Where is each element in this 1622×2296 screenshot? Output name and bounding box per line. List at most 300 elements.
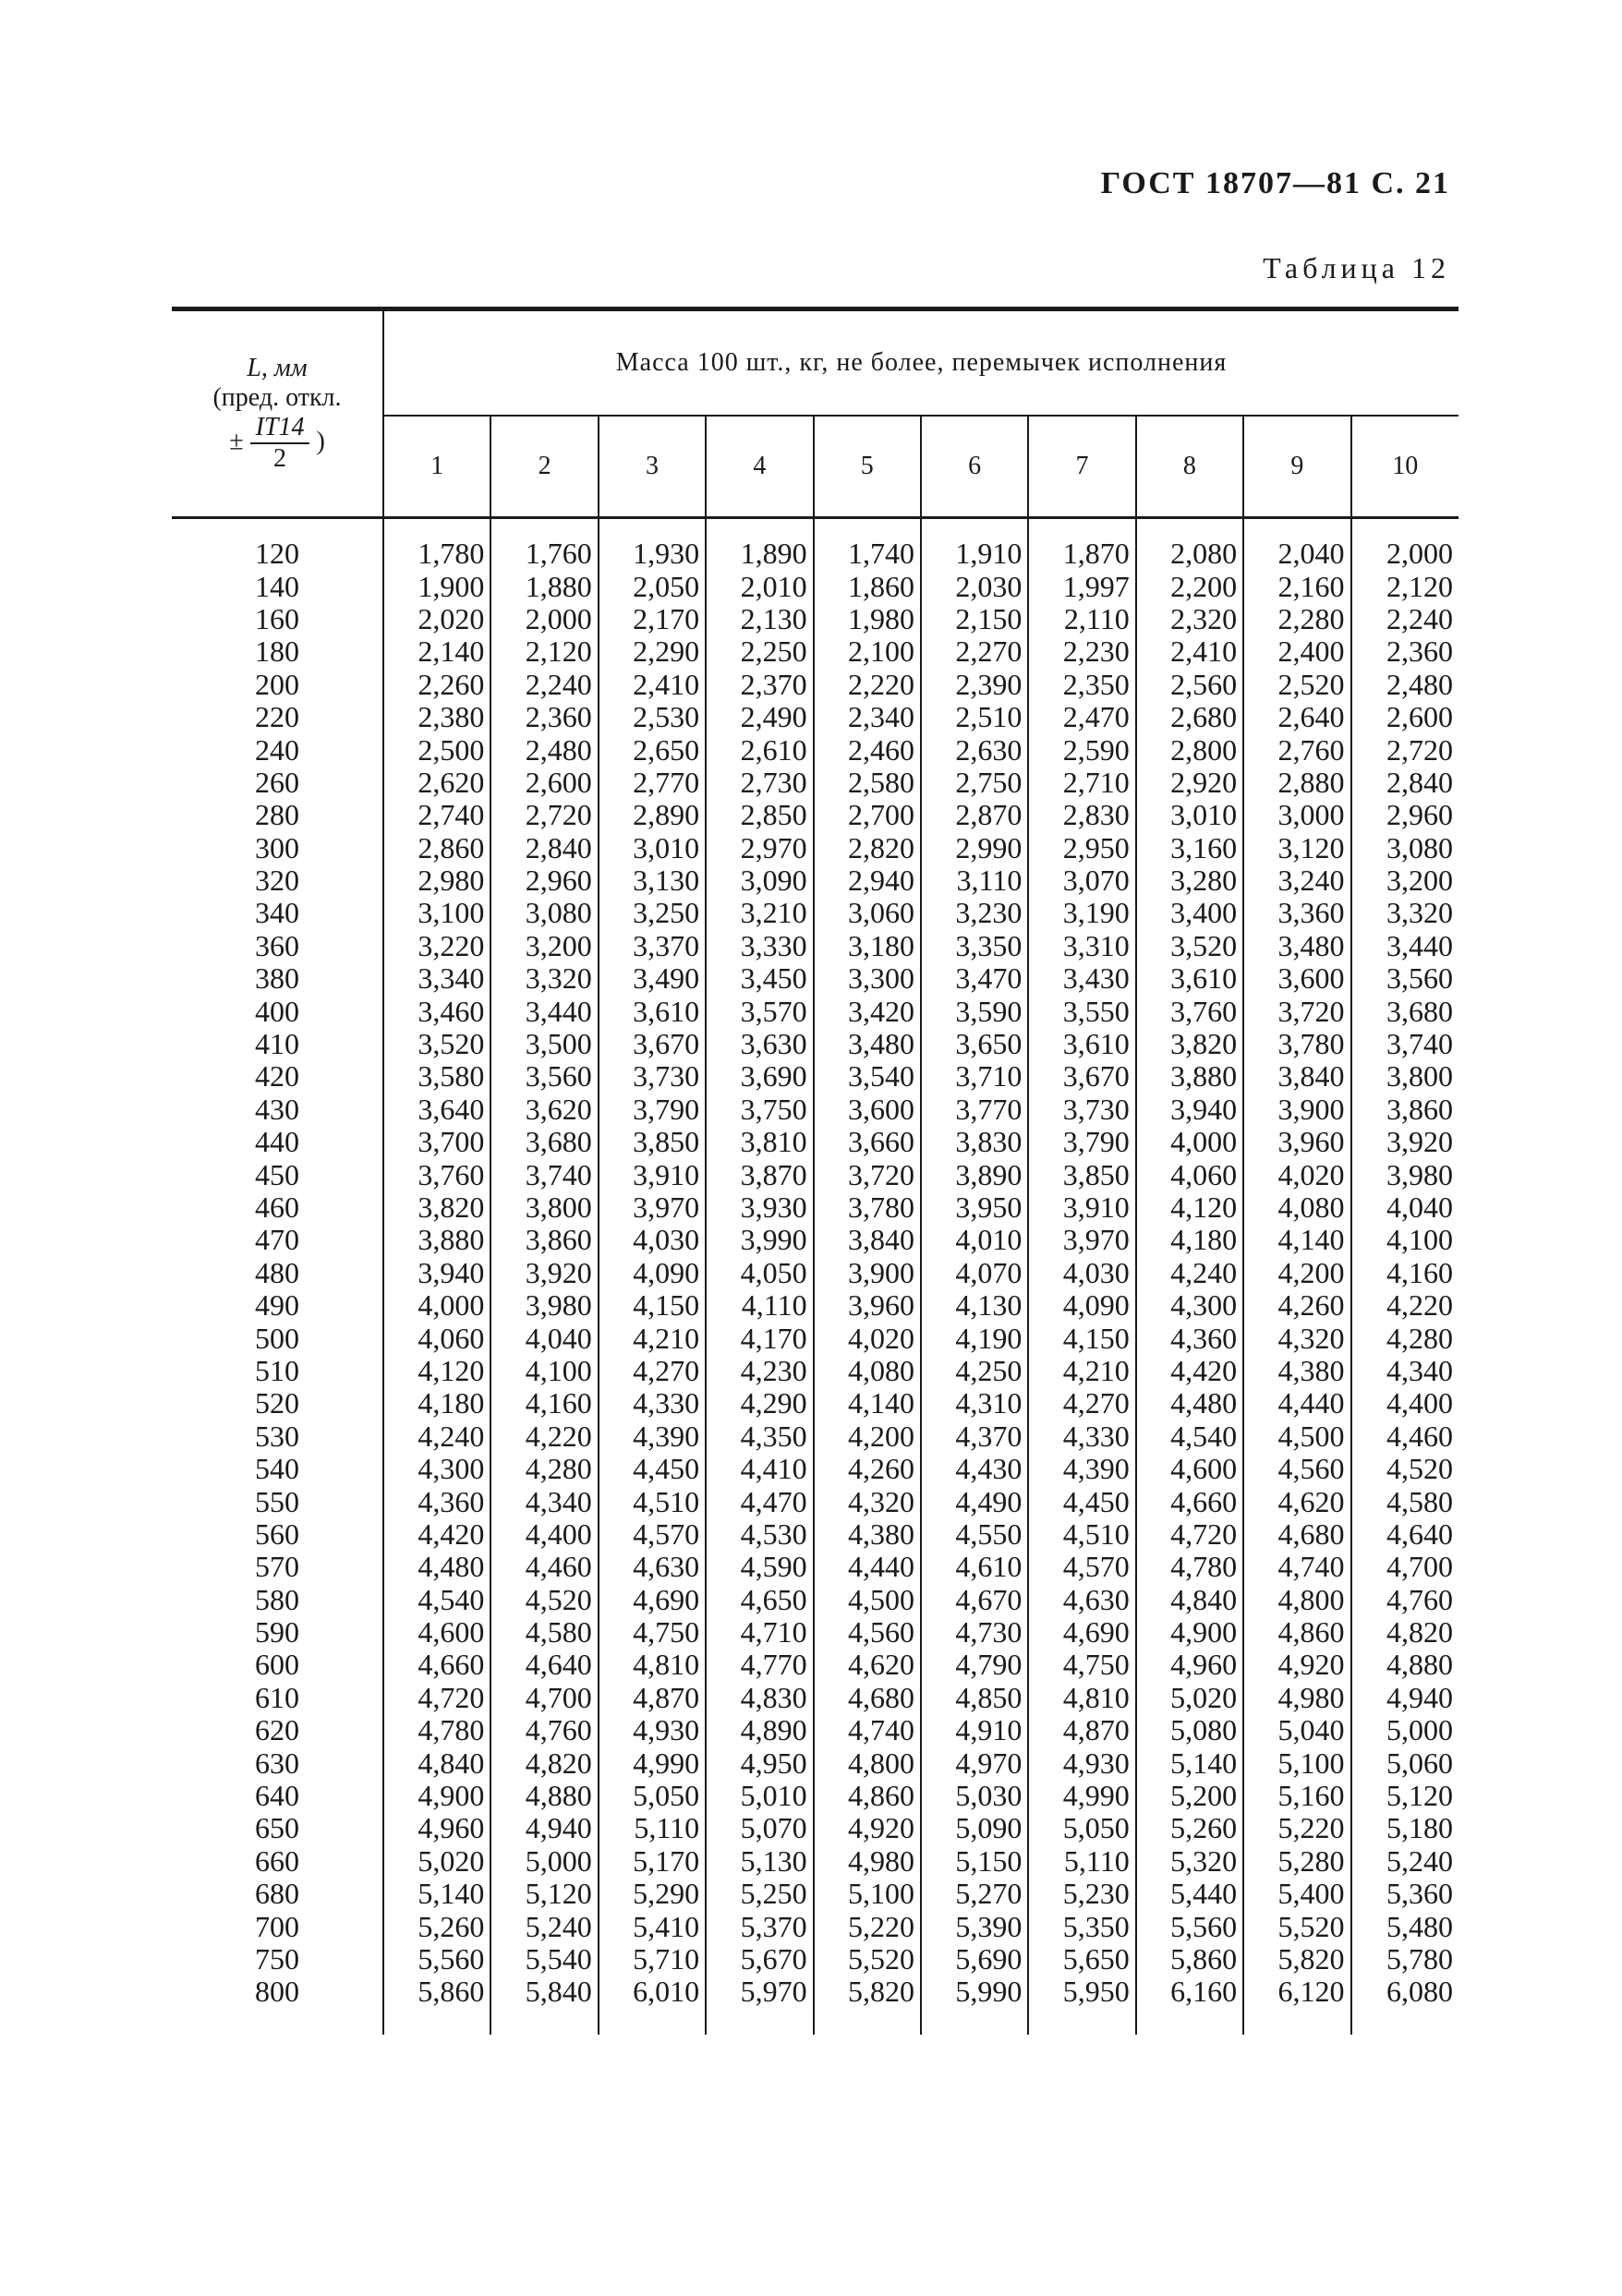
mass-cell: 1,780 (418, 537, 485, 571)
mass-cell: 2,370 (706, 669, 813, 701)
mass-cell: 4,560 (814, 1616, 921, 1649)
table-row (172, 1551, 1459, 1583)
column-header: 1 (383, 416, 490, 518)
mass-cell: 3,540 (814, 1060, 921, 1093)
column-header: 8 (1136, 416, 1243, 518)
mass-cell: 4,390 (599, 1420, 706, 1453)
table-row (172, 1453, 1459, 1485)
mass-cell: 4,600 (1136, 1453, 1243, 1485)
table-row (172, 1943, 1459, 1976)
mass-cell: 3,940 (418, 1255, 485, 1289)
mass-cell: 4,610 (921, 1551, 1028, 1583)
mass-cell: 3,980 (1351, 1158, 1459, 1190)
stub-header-frac-prefix: ± (229, 427, 244, 456)
mass-cell: 3,080 (490, 897, 598, 929)
mass-cell: 3,740 (490, 1158, 598, 1190)
mass-cell: 3,520 (1136, 930, 1243, 962)
mass-cell: 2,850 (706, 799, 813, 831)
mass-cell: 2,000 (1351, 518, 1459, 571)
mass-cell: 4,750 (1028, 1649, 1135, 1681)
mass-cell: 2,350 (1028, 669, 1135, 701)
mass-cell: 4,650 (706, 1584, 813, 1616)
mass-cell: 2,270 (921, 635, 1028, 668)
mass-cell: 5,860 (418, 1975, 485, 2009)
mass-cell: 4,860 (814, 1780, 921, 1812)
mass-cell: 5,950 (1028, 1976, 1135, 2034)
mass-cell: 2,520 (1243, 669, 1350, 701)
mass-cell: 4,130 (921, 1289, 1028, 1322)
mass-cell: 4,270 (599, 1355, 706, 1387)
mass-cell: 4,320 (1243, 1322, 1350, 1354)
mass-cell: 4,640 (1351, 1518, 1459, 1551)
mass-cell: 4,000 (418, 1288, 485, 1323)
table-row (172, 1191, 1459, 1224)
mass-cell: 3,970 (599, 1191, 706, 1224)
mass-cell: 3,900 (814, 1257, 921, 1289)
mass-cell: 5,290 (599, 1878, 706, 1910)
mass-cell: 4,460 (490, 1551, 598, 1583)
mass-cell: 2,410 (599, 669, 706, 701)
mass-cell: 4,220 (490, 1420, 598, 1453)
mass-cell: 4,700 (490, 1682, 598, 1714)
mass-cell: 4,180 (1136, 1224, 1243, 1256)
stub-header-frac-den: 2 (273, 444, 287, 473)
mass-cell: 5,140 (418, 1877, 485, 1911)
row-length-cell: 500 (172, 1322, 383, 1354)
mass-cell: 2,250 (706, 635, 813, 668)
mass-cell: 2,600 (490, 767, 598, 799)
mass-cell: 3,860 (1351, 1094, 1459, 1126)
mass-cell: 2,360 (1351, 635, 1459, 668)
column-header: 5 (814, 416, 921, 518)
mass-cell: 3,980 (490, 1289, 598, 1322)
mass-cell: 3,920 (1351, 1126, 1459, 1158)
table-row (172, 1387, 1459, 1420)
mass-cell: 3,600 (814, 1094, 921, 1126)
mass-cell: 4,690 (1028, 1616, 1135, 1649)
mass-cell: 4,010 (921, 1224, 1028, 1256)
table-row (172, 1485, 1459, 1517)
mass-cell: 4,500 (814, 1584, 921, 1616)
mass-cell: 3,440 (490, 995, 598, 1027)
mass-cell: 2,500 (418, 732, 485, 767)
mass-cell: 3,850 (1028, 1158, 1135, 1190)
mass-cell: 2,610 (706, 733, 813, 766)
mass-cell: 2,240 (490, 669, 598, 701)
mass-cell: 3,700 (418, 1125, 485, 1159)
row-length-cell: 490 (172, 1289, 383, 1322)
mass-cell: 5,230 (1028, 1878, 1135, 1910)
mass-cell: 2,390 (921, 669, 1028, 701)
row-length-cell: 480 (172, 1257, 383, 1289)
mass-cell: 2,170 (599, 603, 706, 635)
mass-cell: 4,060 (418, 1321, 485, 1355)
mass-cell: 3,110 (921, 864, 1028, 897)
mass-cell: 5,130 (706, 1845, 813, 1878)
mass-cell: 2,030 (921, 570, 1028, 602)
mass-cell: 4,140 (1243, 1224, 1350, 1256)
mass-cell: 1,930 (599, 518, 706, 571)
mass-cell: 1,860 (814, 570, 921, 602)
mass-cell: 4,570 (599, 1518, 706, 1551)
row-length-cell: 510 (172, 1355, 383, 1387)
mass-cell: 2,460 (814, 733, 921, 766)
row-length-cell: 400 (172, 995, 383, 1027)
mass-cell: 3,940 (1136, 1094, 1243, 1126)
mass-cell: 5,970 (706, 1976, 813, 2034)
mass-cell: 2,720 (490, 799, 598, 831)
mass-cell: 2,220 (814, 669, 921, 701)
mass-cell: 5,480 (1351, 1910, 1459, 1942)
row-length-cell: 430 (172, 1094, 383, 1126)
mass-cell: 4,680 (1243, 1518, 1350, 1551)
mass-cell: 5,390 (921, 1910, 1028, 1942)
mass-cell: 4,780 (1136, 1551, 1243, 1583)
mass-cell: 4,280 (1351, 1322, 1459, 1354)
mass-cell: 3,400 (1136, 897, 1243, 929)
row-length-cell: 610 (172, 1682, 383, 1714)
mass-cell: 5,560 (1136, 1910, 1243, 1942)
stub-header-line1: L, мм (247, 354, 308, 382)
row-length-cell: 750 (172, 1943, 383, 1976)
row-length-cell: 540 (172, 1453, 383, 1485)
column-header: 6 (921, 416, 1028, 518)
mass-cell: 5,160 (1243, 1780, 1350, 1812)
mass-cell: 3,880 (418, 1223, 485, 1257)
mass-cell: 3,090 (706, 864, 813, 897)
mass-cell: 2,290 (599, 635, 706, 668)
row-length-cell: 580 (172, 1584, 383, 1616)
column-header: 2 (490, 416, 598, 518)
mass-cell: 4,170 (706, 1322, 813, 1354)
table-row (172, 864, 1459, 897)
mass-cell: 5,100 (814, 1878, 921, 1910)
mass-cell: 3,230 (921, 897, 1028, 929)
mass-cell: 4,840 (418, 1746, 485, 1780)
mass-cell: 3,910 (1028, 1191, 1135, 1224)
mass-cell: 4,900 (1136, 1616, 1243, 1649)
mass-cell: 3,340 (418, 961, 485, 996)
mass-cell: 4,340 (1351, 1355, 1459, 1387)
mass-cell: 4,270 (1028, 1387, 1135, 1420)
mass-cell: 3,850 (599, 1126, 706, 1158)
row-length-cell: 520 (172, 1387, 383, 1420)
table-row (172, 897, 1459, 929)
mass-cell: 4,240 (1136, 1257, 1243, 1289)
column-header: 9 (1243, 416, 1350, 518)
mass-cell: 4,470 (706, 1485, 813, 1517)
mass-cell: 5,180 (1351, 1812, 1459, 1844)
table-row (172, 518, 1459, 571)
mass-cell: 4,820 (1351, 1616, 1459, 1649)
mass-cell: 4,890 (706, 1714, 813, 1746)
mass-cell: 3,960 (814, 1289, 921, 1322)
mass-cell: 2,100 (814, 635, 921, 668)
mass-cell: 5,520 (1243, 1910, 1350, 1942)
mass-cell: 3,790 (1028, 1126, 1135, 1158)
mass-cell: 5,410 (599, 1910, 706, 1942)
row-length-cell: 620 (172, 1714, 383, 1746)
mass-cell: 3,900 (1243, 1094, 1350, 1126)
group-header: Масса 100 шт., кг, не более, перемычек исполнения (383, 309, 1459, 417)
table-row (172, 1780, 1459, 1812)
mass-cell: 2,480 (1351, 669, 1459, 701)
mass-cell: 3,560 (1351, 962, 1459, 995)
mass-cell: 3,200 (1351, 864, 1459, 897)
mass-cell: 5,670 (706, 1943, 813, 1976)
mass-cell: 3,420 (814, 995, 921, 1027)
mass-cell: 4,930 (1028, 1746, 1135, 1779)
mass-cell: 3,480 (814, 1028, 921, 1060)
mass-cell: 4,760 (490, 1714, 598, 1746)
mass-cell: 4,750 (599, 1616, 706, 1649)
mass-cell: 4,920 (1243, 1649, 1350, 1681)
mass-cell: 4,540 (1136, 1420, 1243, 1453)
mass-cell: 3,600 (1243, 962, 1350, 995)
mass-cell: 2,560 (1136, 669, 1243, 701)
mass-cell: 4,310 (921, 1387, 1028, 1420)
mass-cell: 2,800 (1136, 733, 1243, 766)
stub-header-line2: (пред. откл. (212, 383, 342, 412)
mass-cell: 4,490 (921, 1485, 1028, 1517)
mass-cell: 3,620 (490, 1094, 598, 1126)
row-length-cell: 180 (172, 635, 383, 668)
mass-cell: 3,500 (490, 1028, 598, 1060)
mass-cell: 4,300 (418, 1452, 485, 1486)
mass-cell: 3,650 (921, 1028, 1028, 1060)
mass-cell: 3,720 (1243, 995, 1350, 1027)
mass-cell: 2,640 (1243, 701, 1350, 733)
column-header: 10 (1351, 416, 1459, 518)
mass-cell: 4,340 (490, 1485, 598, 1517)
mass-cell: 3,630 (706, 1028, 813, 1060)
mass-cell: 2,050 (599, 570, 706, 602)
table-row (172, 1714, 1459, 1746)
mass-cell: 2,700 (814, 799, 921, 831)
mass-cell: 5,060 (1351, 1746, 1459, 1779)
mass-cell: 4,530 (706, 1518, 813, 1551)
mass-cell: 4,380 (814, 1518, 921, 1551)
mass-cell: 4,900 (418, 1779, 485, 1813)
table-row (172, 1158, 1459, 1190)
row-length-cell: 140 (172, 570, 383, 602)
mass-cell: 2,920 (1136, 767, 1243, 799)
mass-cell: 4,690 (599, 1584, 706, 1616)
mass-cell: 1,997 (1028, 570, 1135, 602)
table-row (172, 1355, 1459, 1387)
table-row (172, 832, 1459, 864)
mass-cell: 4,820 (490, 1746, 598, 1779)
mass-cell: 4,160 (490, 1387, 598, 1420)
table-row (172, 1094, 1459, 1126)
mass-cell: 3,680 (490, 1126, 598, 1158)
column-header: 4 (706, 416, 813, 518)
mass-cell: 1,980 (814, 603, 921, 635)
mass-cell: 5,260 (418, 1909, 485, 1943)
mass-cell: 2,280 (1243, 603, 1350, 635)
mass-cell: 5,240 (1351, 1845, 1459, 1878)
mass-cell: 5,040 (1243, 1714, 1350, 1746)
mass-cell: 4,670 (921, 1584, 1028, 1616)
mass-cell: 4,080 (814, 1355, 921, 1387)
mass-cell: 4,290 (706, 1387, 813, 1420)
mass-cell: 1,740 (814, 518, 921, 571)
mass-cell: 3,760 (1136, 995, 1243, 1027)
mass-cell: 4,780 (418, 1713, 485, 1747)
row-length-cell: 340 (172, 897, 383, 929)
mass-cell: 4,040 (490, 1322, 598, 1354)
mass-cell: 3,930 (706, 1191, 813, 1224)
mass-cell: 4,100 (1351, 1224, 1459, 1256)
mass-cell: 4,090 (1028, 1289, 1135, 1322)
row-length-cell: 600 (172, 1649, 383, 1681)
mass-cell: 4,450 (1028, 1485, 1135, 1517)
mass-cell: 5,560 (418, 1941, 485, 1976)
row-length-cell: 450 (172, 1158, 383, 1190)
mass-cell: 4,990 (1028, 1780, 1135, 1812)
table-row (172, 1060, 1459, 1093)
row-length-cell: 680 (172, 1878, 383, 1910)
mass-cell: 4,080 (1243, 1191, 1350, 1224)
row-length-cell: 800 (172, 1976, 383, 2034)
mass-cell: 3,010 (1136, 799, 1243, 831)
mass-cell: 5,050 (1028, 1812, 1135, 1844)
mass-cell: 5,250 (706, 1878, 813, 1910)
mass-cell: 4,980 (1243, 1682, 1350, 1714)
table-row (172, 1257, 1459, 1289)
mass-cell: 4,880 (1351, 1649, 1459, 1681)
mass-cell: 4,580 (490, 1616, 598, 1649)
mass-cell: 3,800 (490, 1191, 598, 1224)
mass-cell: 2,320 (1136, 603, 1243, 635)
mass-cell: 4,390 (1028, 1453, 1135, 1485)
mass-cell: 4,450 (599, 1453, 706, 1485)
mass-cell: 3,810 (706, 1126, 813, 1158)
mass-cell: 2,990 (921, 832, 1028, 864)
mass-cell: 4,570 (1028, 1551, 1135, 1583)
mass-cell: 5,780 (1351, 1943, 1459, 1976)
mass-cell: 5,260 (1136, 1812, 1243, 1844)
mass-cell: 4,740 (1243, 1551, 1350, 1583)
mass-cell: 2,630 (921, 733, 1028, 766)
mass-cell: 2,480 (490, 733, 598, 766)
mass-cell: 3,200 (490, 930, 598, 962)
mass-cell: 2,240 (1351, 603, 1459, 635)
mass-cell: 4,580 (1351, 1485, 1459, 1517)
table-row (172, 1845, 1459, 1878)
mass-cell: 3,610 (1028, 1028, 1135, 1060)
mass-cell: 2,840 (490, 832, 598, 864)
mass-cell: 4,400 (1351, 1387, 1459, 1420)
mass-cell: 2,880 (1243, 767, 1350, 799)
mass-cell: 4,020 (1243, 1158, 1350, 1190)
mass-cell: 2,600 (1351, 701, 1459, 733)
mass-cell: 3,360 (1243, 897, 1350, 929)
mass-cell: 3,130 (599, 864, 706, 897)
mass-cell: 2,950 (1028, 832, 1135, 864)
mass-cell: 4,500 (1243, 1420, 1350, 1453)
mass-cell: 4,960 (418, 1811, 485, 1845)
mass-cell: 2,620 (418, 765, 485, 799)
mass-cell: 5,400 (1243, 1878, 1350, 1910)
mass-cell: 3,120 (1243, 832, 1350, 864)
mass-cell: 4,020 (814, 1322, 921, 1354)
mass-cell: 3,160 (1136, 832, 1243, 864)
mass-cell: 3,670 (1028, 1060, 1135, 1093)
mass-cell: 4,030 (1028, 1257, 1135, 1289)
mass-cell: 3,490 (599, 962, 706, 995)
mass-cell: 3,330 (706, 930, 813, 962)
mass-cell: 3,080 (1351, 832, 1459, 864)
mass-cell: 5,110 (599, 1812, 706, 1844)
mass-cell: 5,200 (1136, 1780, 1243, 1812)
table-row (172, 570, 1459, 602)
stub-header-fraction (250, 413, 310, 474)
mass-cell: 3,990 (706, 1224, 813, 1256)
mass-cell: 5,100 (1243, 1746, 1350, 1779)
table-row (172, 1910, 1459, 1942)
row-length-cell: 220 (172, 701, 383, 733)
mass-cell: 4,120 (1136, 1191, 1243, 1224)
mass-cell: 3,830 (921, 1126, 1028, 1158)
mass-cell: 6,160 (1136, 1976, 1243, 2034)
row-length-cell: 360 (172, 930, 383, 962)
mass-cell: 2,410 (1136, 635, 1243, 668)
mass-cell: 4,720 (1136, 1518, 1243, 1551)
mass-cell: 4,950 (706, 1746, 813, 1779)
mass-cell: 4,520 (490, 1584, 598, 1616)
mass-cell: 5,080 (1136, 1714, 1243, 1746)
mass-cell: 4,480 (1136, 1387, 1243, 1420)
mass-cell: 3,690 (706, 1060, 813, 1093)
mass-cell: 4,830 (706, 1682, 813, 1714)
mass-cell: 5,220 (814, 1910, 921, 1942)
table-row (172, 1420, 1459, 1453)
row-length-cell: 550 (172, 1485, 383, 1517)
mass-cell: 5,520 (814, 1943, 921, 1976)
mass-cell: 4,990 (599, 1746, 706, 1779)
mass-cell: 4,050 (706, 1257, 813, 1289)
table-row (172, 733, 1459, 766)
mass-cell: 2,340 (814, 701, 921, 733)
table-row (172, 1878, 1459, 1910)
mass-cell: 3,790 (599, 1094, 706, 1126)
mass-cell: 2,890 (599, 799, 706, 831)
mass-cell: 5,270 (921, 1878, 1028, 1910)
mass-cell: 2,960 (1351, 799, 1459, 831)
mass-cell: 2,820 (814, 832, 921, 864)
table-row (172, 1649, 1459, 1681)
mass-cell: 4,980 (814, 1845, 921, 1878)
mass-cell: 2,080 (1136, 518, 1243, 571)
row-length-cell: 590 (172, 1616, 383, 1649)
mass-cell: 3,780 (1243, 1028, 1350, 1060)
mass-cell: 3,890 (921, 1158, 1028, 1190)
mass-cell: 2,740 (418, 798, 485, 832)
mass-cell: 5,050 (599, 1780, 706, 1812)
mass-cell: 3,580 (418, 1059, 485, 1094)
mass-cell: 4,930 (599, 1714, 706, 1746)
mass-cell: 4,940 (490, 1812, 598, 1844)
table-row (172, 669, 1459, 701)
row-length-cell: 200 (172, 669, 383, 701)
table-row (172, 635, 1459, 668)
mass-cell: 4,600 (418, 1615, 485, 1649)
mass-cell: 3,870 (706, 1158, 813, 1190)
table-row (172, 1812, 1459, 1844)
mass-cell: 4,740 (814, 1714, 921, 1746)
mass-cell: 4,440 (1243, 1387, 1350, 1420)
